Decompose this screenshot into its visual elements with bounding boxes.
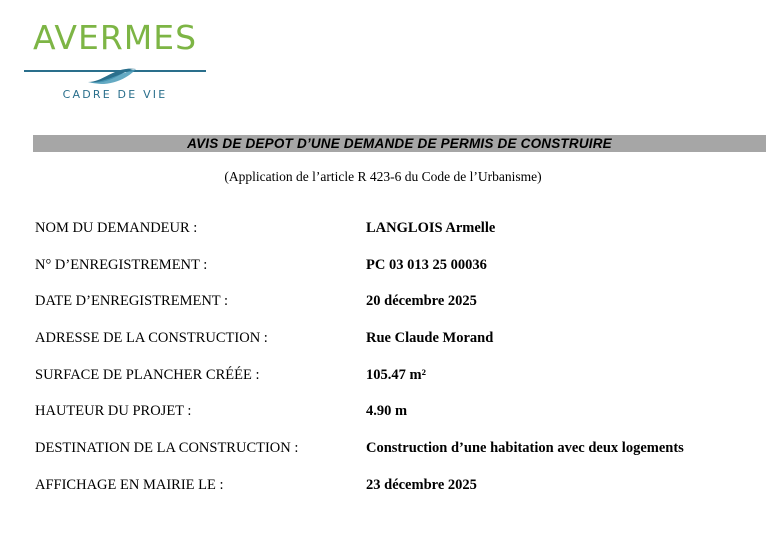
field-value: PC 03 013 25 00036: [366, 256, 487, 273]
wave-icon: [22, 62, 208, 88]
field-value: 105.47 m²: [366, 366, 426, 383]
field-label: AFFICHAGE EN MAIRIE LE :: [35, 476, 224, 493]
field-row-height: [35, 402, 755, 439]
legal-reference: (Application de l’article R 423-6 du Code de l’Urbanisme): [224, 169, 542, 184]
field-label: SURFACE DE PLANCHER CRÉÉE :: [35, 366, 260, 383]
notice-title: AVIS DE DEPOT D’UNE DEMANDE DE PERMIS DE CONSTRUIRE: [187, 136, 612, 151]
title-banner: [33, 135, 766, 152]
field-label: NOM DU DEMANDEUR :: [35, 220, 198, 236]
field-row-registration-number: [35, 256, 755, 293]
field-row-registration-date: [35, 292, 755, 329]
field-label: HAUTEUR DU PROJET :: [35, 403, 192, 420]
field-label: ADRESSE DE LA CONSTRUCTION :: [35, 330, 268, 347]
field-label: DESTINATION DE LA CONSTRUCTION :: [35, 440, 299, 457]
field-value: 20 décembre 2025: [366, 293, 477, 310]
logo-tagline: CADRE DE VIE: [62, 88, 168, 101]
field-row-address: [35, 329, 755, 366]
field-label: DATE D’ENREGISTREMENT :: [35, 293, 229, 310]
field-value: Construction d’une habitation avec deux logements: [366, 440, 684, 457]
field-row-applicant: [35, 219, 755, 256]
avermes-logo: [22, 18, 208, 108]
field-value: LANGLOIS Armelle: [366, 220, 496, 236]
field-value: 23 décembre 2025: [366, 476, 477, 493]
field-label: N° D’ENREGISTREMENT :: [35, 256, 208, 273]
field-row-destination: [35, 439, 755, 476]
permit-details: [35, 219, 755, 513]
field-row-posting-date: [35, 476, 755, 513]
field-value: Rue Claude Morand: [366, 330, 494, 347]
field-row-floor-area: [35, 366, 755, 403]
field-value: 4.90 m: [366, 403, 408, 420]
logo-wordmark: AVERMES: [32, 18, 198, 57]
